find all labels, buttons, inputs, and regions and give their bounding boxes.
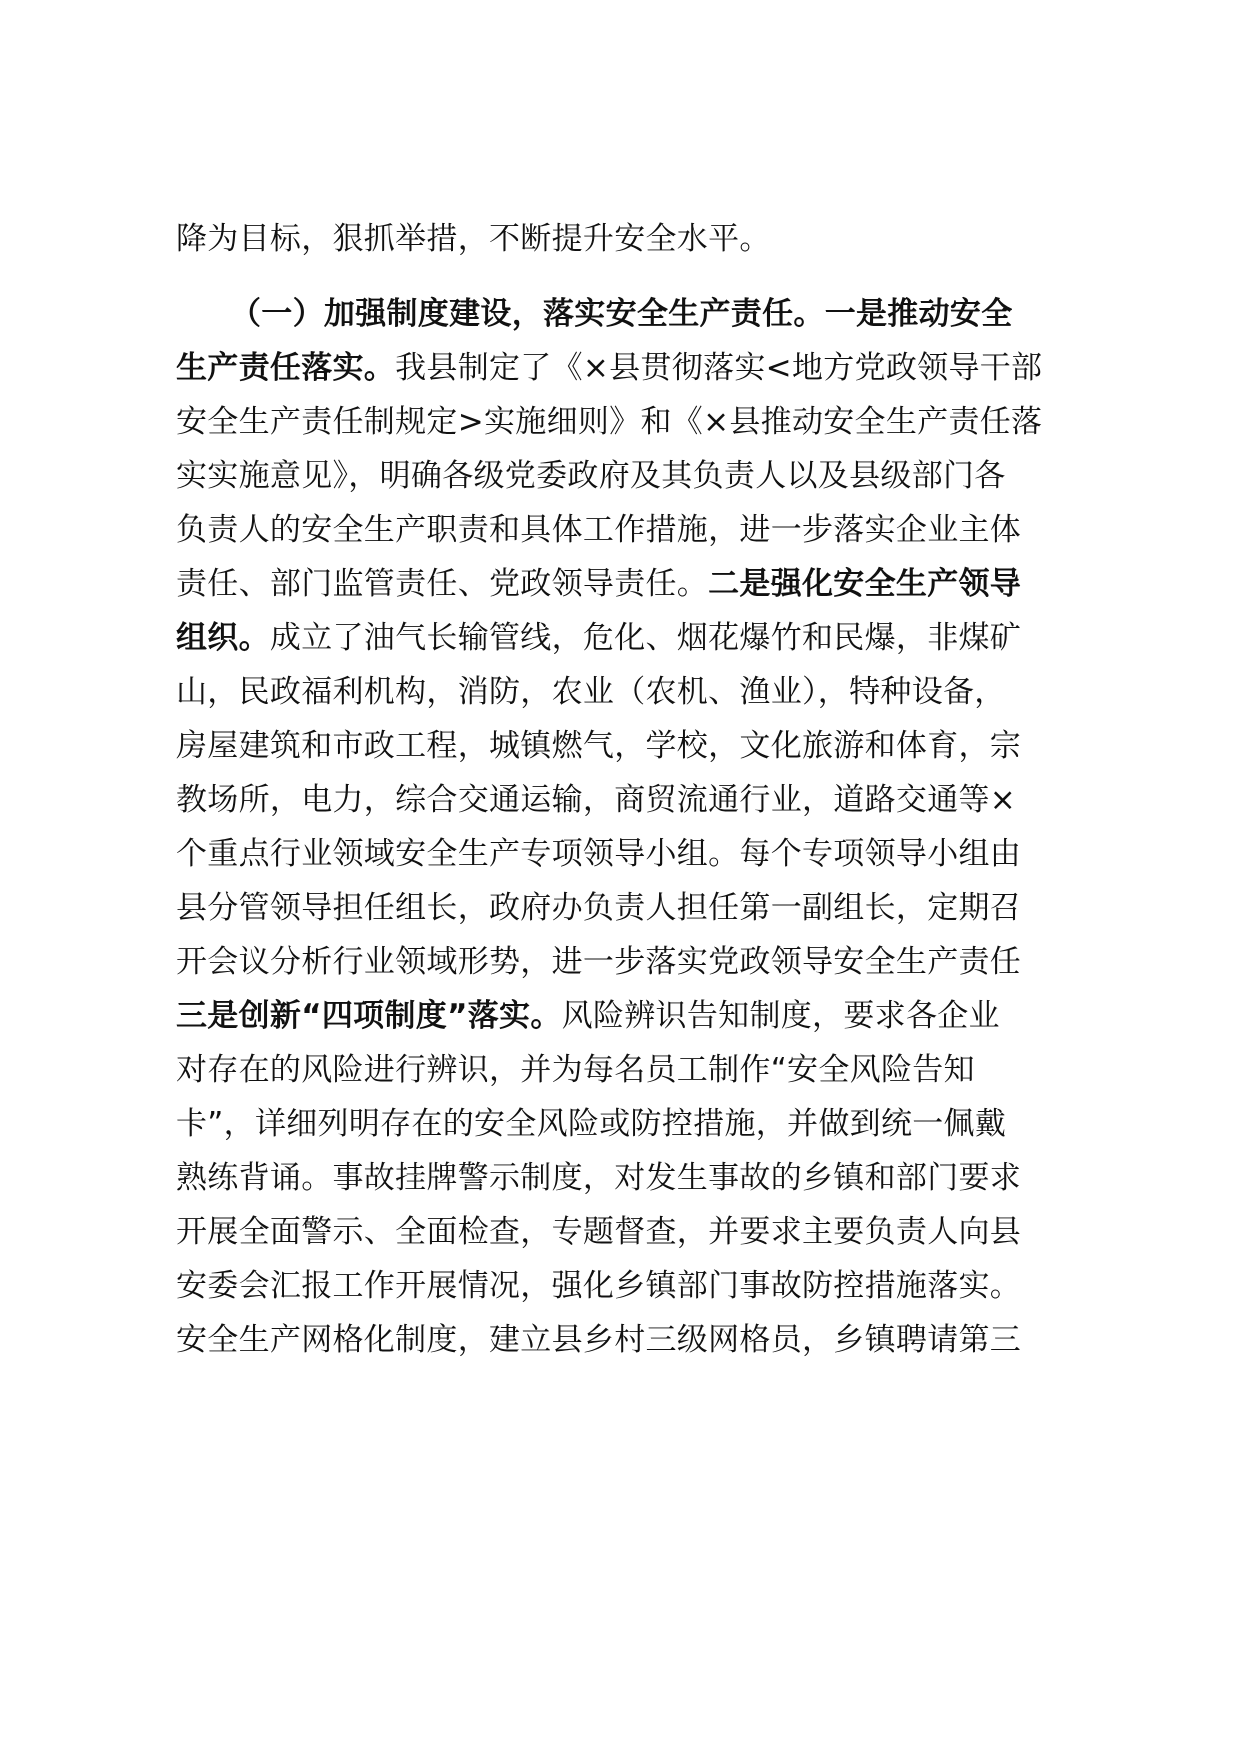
line-segment: 教场所，电力，综合交通运输，商贸流通行业，道路交通等× xyxy=(176,782,1017,818)
line-segment: 熟练背诵。事故挂牌警示制度，对发生事故的乡镇和部门要求 xyxy=(176,1160,1022,1196)
line-segment: 卡”，详细列明存在的安全风险或防控措施，并做到统一佩戴 xyxy=(176,1106,1007,1142)
text-line xyxy=(176,770,1096,830)
text-line xyxy=(176,1148,1096,1208)
text-line xyxy=(176,1202,1096,1262)
text-line xyxy=(176,500,1096,560)
text-line xyxy=(176,446,1096,506)
section-heading-line xyxy=(230,284,1096,344)
text-line xyxy=(176,932,1096,992)
text-line xyxy=(176,1310,1096,1370)
line-segment: 开会议分析行业领域形势，进一步落实党政领导安全生产责任 xyxy=(176,944,1022,980)
line-segment: 对存在的风险进行辨识，并为每名员工制作“安全风险告知 xyxy=(176,1052,975,1088)
bold-lead: 组织。 xyxy=(176,620,270,656)
line-segment: 降为目标，狠抓举措，不断提升安全水平。 xyxy=(176,221,771,257)
line-segment: 责任、部门监管责任、党政领导责任。 xyxy=(176,566,709,602)
text-line xyxy=(176,824,1096,884)
line-segment: 安全生产责任制规定>实施细则》和《×县推动安全生产责任落 xyxy=(176,404,1043,440)
line-segment: 我县制定了《×县贯彻落实<地方党政领导干部 xyxy=(395,350,1043,386)
text-line xyxy=(176,608,1096,668)
line-segment: 安全生产网格化制度，建立县乡村三级网格员，乡镇聘请第三 xyxy=(176,1322,1022,1358)
text-line xyxy=(176,209,1096,269)
text-line xyxy=(176,338,1096,398)
bold-lead: 二是强化安全生产领导 xyxy=(708,566,1022,602)
bold-lead: 生产责任落实。 xyxy=(176,350,396,386)
text-line xyxy=(176,1094,1096,1154)
line-segment: 开展全面警示、全面检查，专题督查，并要求主要负责人向县 xyxy=(176,1214,1022,1250)
line-segment: 负责人的安全生产职责和具体工作措施，进一步落实企业主体 xyxy=(176,512,1022,548)
line-segment: 安委会汇报工作开展情况，强化乡镇部门事故防控措施落实。 xyxy=(176,1268,1022,1304)
text-line xyxy=(176,716,1096,776)
line-segment: 山，民政福利机构，消防，农业（农机、渔业），特种设备， xyxy=(176,674,1006,710)
line-segment: 实实施意见》，明确各级党委政府及其负责人以及县级部门各 xyxy=(176,458,1006,494)
line-segment: 风险辨识告知制度，要求各企业 xyxy=(561,998,1000,1034)
line-segment: 个重点行业领域安全生产专项领导小组。每个专项领导小组由 xyxy=(176,836,1022,872)
line-segment: 房屋建筑和市政工程，城镇燃气，学校，文化旅游和体育，宗 xyxy=(176,728,1022,764)
text-line xyxy=(176,1256,1096,1316)
text-line xyxy=(176,1040,1096,1100)
line-segment: 成立了油气长输管线，危化、烟花爆竹和民爆，非煤矿 xyxy=(269,620,1022,656)
section-heading: （一）加强制度建设，落实安全生产责任。一是推动安全 xyxy=(230,296,1013,332)
bold-lead: 三是创新“四项制度”落实。 xyxy=(176,998,562,1034)
text-line xyxy=(176,392,1096,452)
text-line xyxy=(176,878,1096,938)
text-line xyxy=(176,986,1096,1046)
line-segment: 县分管领导担任组长，政府办负责人担任第一副组长，定期召 xyxy=(176,890,1022,926)
text-line xyxy=(176,554,1096,614)
text-line xyxy=(176,662,1096,722)
